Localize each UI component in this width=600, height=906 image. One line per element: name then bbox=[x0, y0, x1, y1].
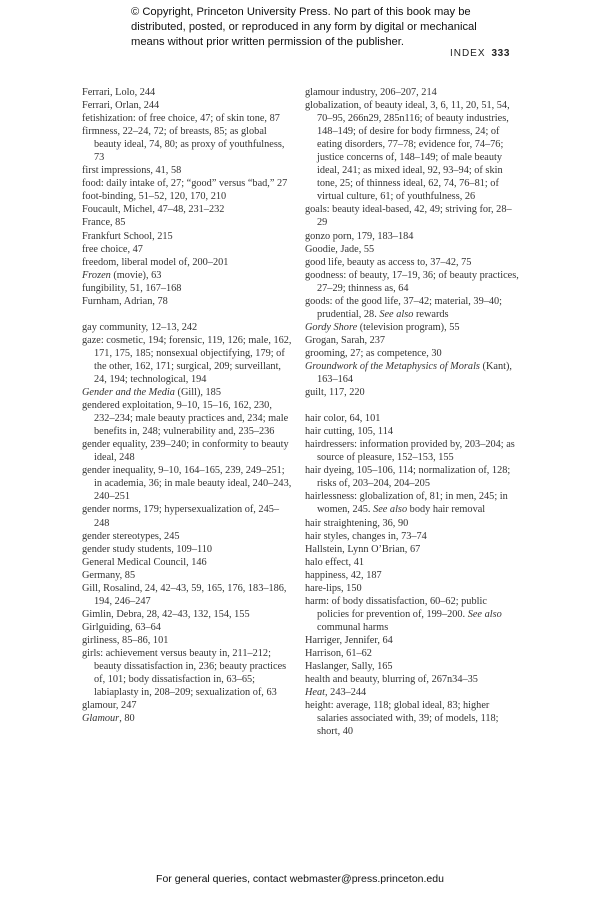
copyright-notice: © Copyright, Princeton University Press. No part of this book may be distributed, posted, or reproduced in any form by digital or mechanical means without prior written permission of the publisher. bbox=[131, 6, 477, 48]
index-entry bbox=[82, 503, 292, 529]
entry-text: Gill, Rosalind, 24, 42–43, 59, 165, 176, 183–186, 194, 246–247 bbox=[82, 582, 287, 607]
index-entry bbox=[305, 556, 519, 569]
index-entry bbox=[82, 386, 292, 399]
index-entry bbox=[82, 256, 292, 269]
index-entry bbox=[82, 230, 292, 243]
index-entry bbox=[305, 386, 519, 399]
index-entry bbox=[305, 582, 519, 595]
index-entry bbox=[305, 86, 519, 99]
index-entry bbox=[82, 399, 292, 438]
index-entry bbox=[82, 464, 292, 503]
entry-text: gender equality, 239–240; in conformity to beauty ideal, 248 bbox=[82, 439, 289, 464]
entry-text: gender stereotypes, 245 bbox=[82, 530, 180, 542]
entry-text: Harriger, Jennifer, 64 bbox=[305, 634, 393, 646]
entry-text: freedom, liberal model of, 200–201 bbox=[82, 256, 229, 268]
index-entry bbox=[305, 699, 519, 738]
entry-text: , 243–244 bbox=[325, 687, 367, 699]
index-column-left bbox=[82, 86, 292, 725]
entry-text: fetishization: of free choice, 47; of skin tone, 87 bbox=[82, 113, 280, 125]
index-entry bbox=[305, 438, 519, 464]
index-entry bbox=[82, 282, 292, 295]
entry-text: Furnham, Adrian, 78 bbox=[82, 295, 168, 307]
index-entry bbox=[305, 569, 519, 582]
entry-text: body hair removal bbox=[407, 504, 486, 516]
entry-text: goods: of the good life, 37–42; material, 39–40; prudential, 28. bbox=[305, 295, 503, 320]
index-entry bbox=[82, 203, 292, 216]
index-entry bbox=[82, 295, 292, 308]
entry-text: communal harms bbox=[317, 621, 389, 633]
italic-title: Groundwork of the Metaphysics of Morals bbox=[305, 360, 480, 372]
letter-group-gap bbox=[305, 399, 519, 412]
footer-contact: For general queries, contact webmaster@press.princeton.edu bbox=[156, 873, 444, 885]
entry-text: gendered exploitation, 9–10, 15–16, 162, 230, 232–234; male beauty practices and, 234; male benefits in, 248; vulnerability and, 235–236 bbox=[82, 400, 289, 438]
entry-text: gonzo porn, 179, 183–184 bbox=[305, 230, 414, 242]
entry-text: gay community, 12–13, 242 bbox=[82, 321, 198, 333]
italic-title: See also bbox=[373, 504, 408, 516]
entry-text: food: daily intake of, 27; “good” versus “bad,” 27 bbox=[82, 178, 288, 190]
entry-text: hair styles, changes in, 73–74 bbox=[305, 530, 427, 542]
italic-title: Frozen bbox=[82, 269, 111, 281]
entry-text: hare-lips, 150 bbox=[305, 582, 362, 594]
entry-text: Grogan, Sarah, 237 bbox=[305, 334, 386, 346]
entry-text: Gimlin, Debra, 28, 42–43, 132, 154, 155 bbox=[82, 608, 250, 620]
index-entry bbox=[305, 595, 519, 634]
index-entry bbox=[305, 530, 519, 543]
index-entry bbox=[82, 699, 292, 712]
index-entry bbox=[305, 412, 519, 425]
entry-text: Germany, 85 bbox=[82, 569, 136, 581]
index-entry bbox=[305, 647, 519, 660]
index-entry bbox=[305, 425, 519, 438]
entry-text: Ferrari, Lolo, 244 bbox=[82, 87, 156, 98]
entry-text: rewards bbox=[413, 308, 449, 320]
entry-text: gaze: cosmetic, 194; forensic, 119, 126; male, 162, 171, 175, 185; nonsexual objectifying, 179; of the other, 162, 171; surgical, 209; surveillant, 24, 194; technological, 194 bbox=[82, 334, 292, 385]
index-entry bbox=[82, 530, 292, 543]
italic-title: Glamour bbox=[82, 713, 120, 725]
index-entry bbox=[82, 569, 292, 582]
entry-text: hairlessness: globalization of, 81; in men, 245; in women, 245. bbox=[305, 491, 508, 516]
index-entry bbox=[82, 608, 292, 621]
index-entry bbox=[305, 673, 519, 686]
entry-text: hairdressers: information provided by, 203–204; as source of pleasure, 152–153, 155 bbox=[305, 439, 515, 464]
italic-title: Gordy Shore bbox=[305, 321, 358, 333]
entry-text: halo effect, 41 bbox=[305, 556, 364, 568]
index-entry bbox=[82, 269, 292, 282]
index-entry bbox=[82, 125, 292, 164]
index-entry bbox=[305, 490, 519, 516]
entry-text: health and beauty, blurring of, 267n34–35 bbox=[305, 674, 478, 686]
entry-text: first impressions, 41, 58 bbox=[82, 165, 182, 177]
entry-text: free choice, 47 bbox=[82, 243, 143, 255]
index-entry bbox=[82, 556, 292, 569]
index-entry bbox=[82, 543, 292, 556]
entry-text: Ferrari, Orlan, 244 bbox=[82, 100, 160, 112]
entry-text: harm: of body dissatisfaction, 60–62; public policies for prevention of, 199–200. bbox=[305, 595, 487, 620]
index-entry bbox=[305, 256, 519, 269]
entry-text: gender norms, 179; hypersexualization of, 245–248 bbox=[82, 504, 280, 529]
entry-text: happiness, 42, 187 bbox=[305, 569, 382, 581]
entry-text: Foucault, Michel, 47–48, 231–232 bbox=[82, 204, 225, 216]
index-entry bbox=[82, 86, 292, 99]
index-entry bbox=[305, 686, 519, 699]
index-entry bbox=[82, 177, 292, 190]
index-entry bbox=[82, 164, 292, 177]
index-entry bbox=[305, 347, 519, 360]
entry-text: Harrison, 61–62 bbox=[305, 647, 372, 659]
entry-text: foot-binding, 51–52, 120, 170, 210 bbox=[82, 191, 227, 203]
section-label: INDEX bbox=[449, 48, 486, 59]
page-number: 333 bbox=[491, 48, 510, 59]
index-entry bbox=[305, 517, 519, 530]
index-entry bbox=[82, 334, 292, 386]
index-entry bbox=[82, 99, 292, 112]
italic-title: See also bbox=[379, 308, 414, 320]
entry-text: France, 85 bbox=[82, 217, 126, 229]
entry-text: Haslanger, Sally, 165 bbox=[305, 661, 393, 673]
entry-text: gender study students, 109–110 bbox=[82, 543, 213, 555]
entry-text: goals: beauty ideal-based, 42, 49; striving for, 28–29 bbox=[305, 204, 512, 229]
index-entry bbox=[305, 295, 519, 321]
entry-text: General Medical Council, 146 bbox=[82, 556, 207, 568]
index-entry bbox=[82, 621, 292, 634]
index-entry bbox=[82, 712, 292, 725]
index-entry bbox=[305, 464, 519, 490]
italic-title: See also bbox=[467, 608, 502, 620]
index-entry bbox=[305, 269, 519, 295]
entry-text: hair dyeing, 105–106, 114; normalization of, 128; risks of, 203–204, 204–205 bbox=[305, 465, 511, 490]
entry-text: height: average, 118; global ideal, 83; higher salaries associated with, 39; of models, 118; short, 40 bbox=[305, 700, 499, 738]
index-entry bbox=[305, 203, 519, 229]
entry-text: guilt, 117, 220 bbox=[305, 387, 365, 399]
index-entry bbox=[305, 99, 519, 203]
entry-text: globalization, of beauty ideal, 3, 6, 11, 20, 51, 54, 70–95, 266n29, 285n116; of beauty industries, 148–149; of desire for body firmness, 24; of eating disorders, 77–78; evidence for, 74–76; justice concerns of, 148–149; of male beauty ideal, 241; as mixed ideal, 92, 93–94; of skin tone, 25; of thinness ideal, 62, 74, 76–81; of virtual culture, 61; of youthfulness, 26 bbox=[305, 100, 510, 203]
italic-title: Heat bbox=[305, 687, 326, 699]
entry-text: gender inequality, 9–10, 164–165, 239, 249–251; in academia, 36; in male beauty ideal, 240–243, 240–251 bbox=[82, 465, 292, 503]
index-entry bbox=[305, 321, 519, 334]
entry-text: hair color, 64, 101 bbox=[305, 413, 381, 425]
entry-text: (Kant), 163–164 bbox=[317, 360, 512, 386]
index-column-right bbox=[305, 86, 519, 738]
index-entry bbox=[82, 647, 292, 699]
entry-text: (movie), 63 bbox=[110, 269, 162, 281]
entry-text: Frankfurt School, 215 bbox=[82, 230, 173, 242]
index-entry bbox=[305, 360, 519, 386]
entry-text: good life, beauty as access to, 37–42, 75 bbox=[305, 256, 472, 268]
entry-text: hair cutting, 105, 114 bbox=[305, 426, 393, 438]
index-entry bbox=[82, 634, 292, 647]
index-entry bbox=[305, 660, 519, 673]
index-entry bbox=[82, 582, 292, 608]
entry-text: girls: achievement versus beauty in, 211–212; beauty dissatisfaction in, 236; beauty practices of, 101; body dissatisfaction in, 63–65; labiaplasty in, 208–209; sexualization of, 63 bbox=[82, 647, 287, 699]
index-entry bbox=[305, 634, 519, 647]
entry-text: glamour industry, 206–207, 214 bbox=[305, 87, 437, 98]
index-entry bbox=[82, 438, 292, 464]
index-entry bbox=[82, 321, 292, 334]
index-entry bbox=[82, 190, 292, 203]
index-entry bbox=[305, 334, 519, 347]
index-entry bbox=[82, 112, 292, 125]
letter-group-gap bbox=[82, 308, 292, 321]
index-entry bbox=[305, 230, 519, 243]
entry-text: Girlguiding, 63–64 bbox=[82, 621, 161, 633]
index-entry bbox=[82, 243, 292, 256]
entry-text: glamour, 247 bbox=[82, 700, 137, 712]
entry-text: , 80 bbox=[119, 713, 135, 725]
entry-text: (television program), 55 bbox=[357, 321, 460, 333]
entry-text: (Gill), 185 bbox=[174, 387, 221, 399]
entry-text: girliness, 85–86, 101 bbox=[82, 634, 169, 646]
entry-text: fungibility, 51, 167–168 bbox=[82, 282, 182, 294]
italic-title: Gender and the Media bbox=[82, 387, 175, 399]
entry-text: Hallstein, Lynn O’Brian, 67 bbox=[305, 543, 421, 555]
index-entry bbox=[305, 243, 519, 256]
entry-text: hair straightening, 36, 90 bbox=[305, 517, 409, 529]
index-entry bbox=[305, 543, 519, 556]
entry-text: firmness, 22–24, 72; of breasts, 85; as global beauty ideal, 74, 80; as proxy of youthfulness, 73 bbox=[82, 126, 285, 164]
entry-text: grooming, 27; as competence, 30 bbox=[305, 347, 442, 359]
entry-text: goodness: of beauty, 17–19, 36; of beauty practices, 27–29; thinness as, 64 bbox=[305, 269, 519, 294]
running-header bbox=[450, 48, 510, 59]
entry-text: Goodie, Jade, 55 bbox=[305, 243, 375, 255]
index-entry bbox=[82, 216, 292, 229]
